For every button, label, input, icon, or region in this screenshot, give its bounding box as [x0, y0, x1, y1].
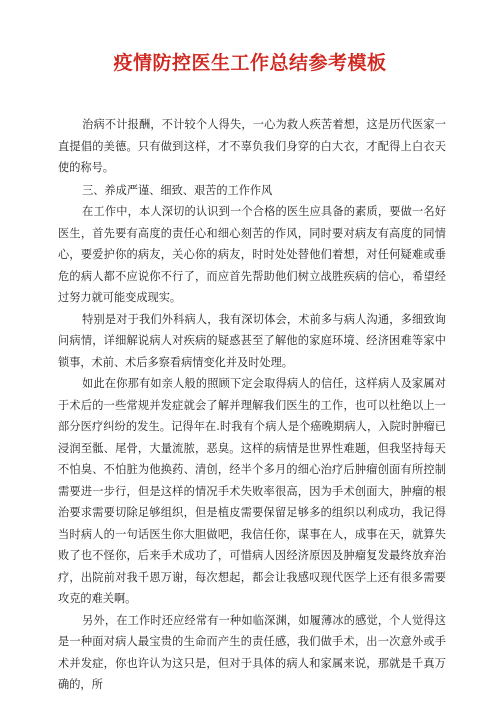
section-heading: 三、养成严谨、细致、艰苦的工作作风 [82, 183, 273, 197]
paragraph-2: 在工作中，本人深切的认识到一个合格的医生应具备的素质，要做一名好医生，首先要有高度的责任心和细心刻苦的作风，同时要对病友有高度的同情心，要爱护你的病友，关心你的病友，时时处处替他们着想，对任何疑难或垂危的病人都不应说你不行了，而应首先帮助他们树立战胜疾病的信心，希望经过努力就可能变成现实。 [58, 205, 446, 304]
paragraph-3: 特别是对于我们外科病人，我有深切体会，术前多与病人沟通，多细致询问病情，详细解说病人对疾病的疑惑甚至了解他的家庭环境、经济困难等家中锁事，术前、术后多察看病情变化并及时处理。 [58, 312, 446, 369]
paragraph-5: 另外，在工作时还应经常有一种如临深渊，如履薄冰的感觉，个人觉得这是一种面对病人最宝贵的生命而产生的责任感，我们做手术，出一次意外或手术并发症，你也许认为这只是，但对于具体的病人和家属来说，那就是千真万确的，所 [58, 613, 446, 691]
document-body [58, 114, 446, 696]
paragraph-4: 如此在你那有如亲人般的照顾下定会取得病人的信任，这样病人及家属对于术后的一些常规并发症就会了解并理解我们医生的工作，也可以杜绝以上一部分医疗纠纷的发生。记得年在.时我有个病人是个癌晚期病人，入院时肿瘤已浸润至骶、尾骨，大量流脓，恶臭。这样的病情是世界性难题，但我坚持每天不怕臭、不怕脏为他换药、清创，经半个多月的细心治疗后肿瘤创面有所控制需要进一步行，但是这样的情况手术失败率很高，因为手术创面大，肿瘤的根治要求需要切除足够组织，但是植皮需要保留足够多的组织以利成功，我记得当时病人的一句话医生你大胆做吧，我信任你，谋事在人，成事在天，就算失败了也不怪你，后来手术成功了，可惜病人因经济原因及肿瘤复发最终放弃治疗，出院前对我千恩万谢，每次想起，都会让我感叹现代医学上还有很多需要攻克的难关啊。 [58, 377, 446, 605]
paragraph-1: 治病不计报酬，不计较个人得失，一心为救人疾苦着想，这是历代医家一直提倡的美德。只有做到这样，才不辜负我们身穿的白大衣，才配得上白衣天使的称号。 [58, 118, 446, 174]
document-title: 疫情防控医生工作总结参考模板 [113, 52, 387, 74]
